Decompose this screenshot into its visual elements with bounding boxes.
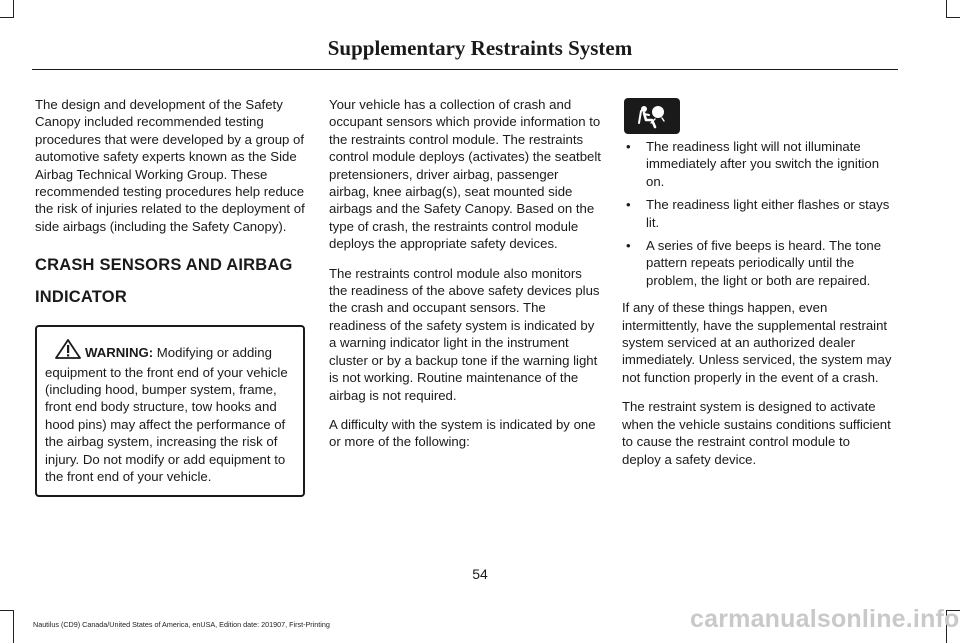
page-title: Supplementary Restraints System xyxy=(327,36,633,60)
column-left xyxy=(35,96,305,497)
list-item: • The readiness light either flashes or stays lit. xyxy=(622,196,892,231)
list-item: • The readiness light will not illuminate immediately after you switch the ignition on. xyxy=(622,138,892,190)
header-divider xyxy=(32,69,898,70)
intro-paragraph: The design and development of the Safety Canopy included recommended testing procedures that were developed by a group of automotive safety experts known as the Side Airbag Technical Working Group. These recommended testing procedures help reduce the risk of injuries related to the deployment of side airbags (including the Safety Canopy). xyxy=(35,97,305,234)
crop-mark xyxy=(13,610,14,643)
paragraph: If any of these things happen, even intermittently, have the supplemental restraint system serviced at an authorized dealer immediately. Unless serviced, the system may not function properly in the event of a crash. xyxy=(622,300,892,385)
footer-edition-text: Nautilus (CD9) Canada/United States of America, enUSA, Edition date: 201907, First-Printing xyxy=(33,620,330,629)
section-heading-line1: CRASH SENSORS AND AIRBAG xyxy=(35,256,293,275)
warning-triangle-icon xyxy=(55,339,81,363)
paragraph: The restraints control module also monitors the readiness of the above safety devices plus the crash and occupant sensors. The readiness of the safety system is indicated by a warning indicator light in the instrument cluster or by a backup tone if the warning light is not working. Routine maintenance of the airbag is not required. xyxy=(329,265,600,403)
paragraph: A difficulty with the system is indicated by one or more of the following: xyxy=(329,416,596,450)
crop-mark xyxy=(0,17,14,18)
section-heading xyxy=(35,255,305,307)
section-heading-line2: INDICATOR xyxy=(35,288,127,307)
paragraph: The restraint system is designed to activate when the vehicle sustains conditions sufficient to cause the restraint control module to deploy a safety device. xyxy=(622,399,891,467)
watermark: carmanualsonline.info xyxy=(690,605,960,633)
warning-box xyxy=(35,325,305,496)
paragraph: Your vehicle has a collection of crash and occupant sensors which provide information to the restraints control module. The restraints control module deploys (activates) the seatbelt pretensioners, driver airbag, passenger airbag, knee airbag(s), seat mounted side airbags and the Safety Canopy. Based on the type of crash, the restraints control module deploys the appropriate safety devices. xyxy=(329,97,601,252)
crop-mark xyxy=(946,0,947,18)
crop-mark xyxy=(946,17,960,18)
column-middle xyxy=(329,96,601,463)
warning-text: Modifying or adding equipment to the front end of your vehicle (including hood, bumper system, frame, front end body structure, tow hooks and hood pins) may affect the performance of the airbag system, increasing the risk of injury. Do not modify or add equipment to the front end of your vehicle. xyxy=(45,345,288,485)
crop-mark xyxy=(0,610,14,611)
column-right xyxy=(622,96,892,480)
list-item: • A series of five beeps is heard. The tone pattern repeats periodically until the problem, the light or both are repaired. xyxy=(622,237,892,289)
airbag-indicator-icon xyxy=(624,98,680,134)
page-number: 54 xyxy=(472,566,488,582)
warning-label: WARNING: xyxy=(85,345,154,361)
difficulty-list xyxy=(622,138,892,289)
crop-mark xyxy=(13,0,14,18)
